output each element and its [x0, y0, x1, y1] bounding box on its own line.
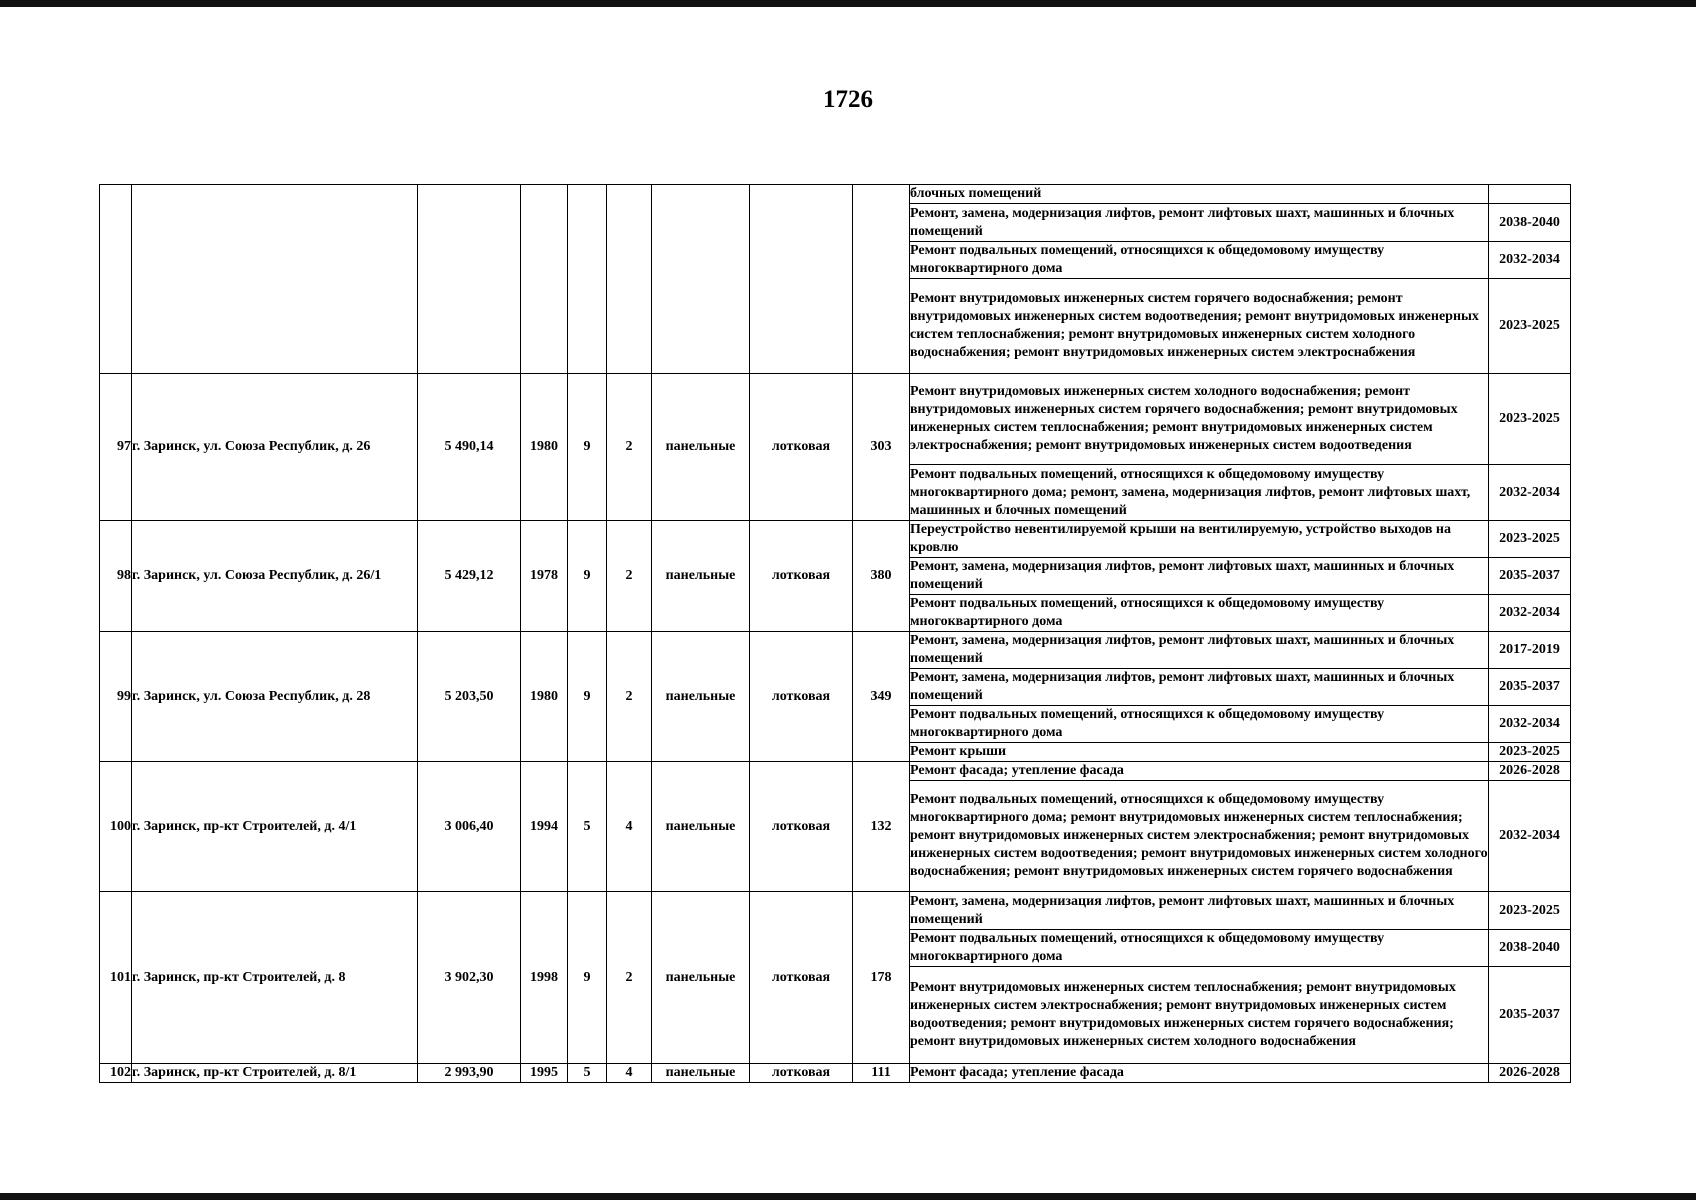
- period-cell: [1489, 185, 1571, 204]
- period-cell: 2032-2034: [1489, 595, 1571, 632]
- work-description-cell: блочных помещений: [910, 185, 1489, 204]
- area-cell: 5 203,50: [418, 632, 521, 762]
- table-row: [100, 892, 1571, 930]
- row-number: 98: [100, 521, 132, 632]
- year-cell: 1998: [521, 892, 568, 1064]
- roof-type-cell: лотковая: [750, 521, 853, 632]
- period-cell: 2032-2034: [1489, 706, 1571, 743]
- row-number: 97: [100, 374, 132, 521]
- roof-type-cell: лотковая: [750, 374, 853, 521]
- residents-cell: [853, 185, 910, 374]
- year-cell: 1980: [521, 632, 568, 762]
- scan-bottom-edge: [0, 1193, 1696, 1200]
- wall-material-cell: панельные: [652, 762, 750, 892]
- year-cell: 1994: [521, 762, 568, 892]
- work-description-cell: Ремонт фасада; утепление фасада: [910, 762, 1489, 781]
- period-cell: 2038-2040: [1489, 930, 1571, 967]
- period-cell: 2023-2025: [1489, 521, 1571, 558]
- roof-type-cell: лотковая: [750, 1064, 853, 1083]
- area-cell: [418, 185, 521, 374]
- work-description-cell: Ремонт внутридомовых инженерных систем холодного водоснабжения; ремонт внутридомовых инженерных систем горячего водоснабжения; ремонт внутридомовых инженерных систем теплоснабжения; ремонт внутридомовых инженерных систем электроснабжения; ремонт внутридомовых инженерных систем водоотведения: [910, 374, 1489, 465]
- table-row: [100, 185, 1571, 204]
- work-description-cell: Ремонт подвальных помещений, относящихся к общедомовому имуществу многоквартирного дома: [910, 595, 1489, 632]
- area-cell: 5 490,14: [418, 374, 521, 521]
- address-cell: г. Заринск, пр-кт Строителей, д. 8: [132, 892, 418, 1064]
- floors-cell: 9: [568, 632, 607, 762]
- roof-type-cell: лотковая: [750, 762, 853, 892]
- address-cell: г. Заринск, ул. Союза Республик, д. 26/1: [132, 521, 418, 632]
- roof-type-cell: лотковая: [750, 632, 853, 762]
- year-cell: [521, 185, 568, 374]
- period-cell: 2035-2037: [1489, 669, 1571, 706]
- residents-cell: 349: [853, 632, 910, 762]
- row-number: 100: [100, 762, 132, 892]
- floors-cell: 9: [568, 374, 607, 521]
- entrances-cell: [607, 185, 652, 374]
- floors-cell: 5: [568, 762, 607, 892]
- floors-cell: 9: [568, 892, 607, 1064]
- table-row: [100, 374, 1571, 465]
- residents-cell: 111: [853, 1064, 910, 1083]
- address-cell: г. Заринск, пр-кт Строителей, д. 4/1: [132, 762, 418, 892]
- work-description-cell: Ремонт крыши: [910, 743, 1489, 762]
- roof-type-cell: лотковая: [750, 892, 853, 1064]
- work-description-cell: Ремонт фасада; утепление фасада: [910, 1064, 1489, 1083]
- floors-cell: 5: [568, 1064, 607, 1083]
- row-number: 102: [100, 1064, 132, 1083]
- scan-top-edge: [0, 0, 1696, 7]
- period-cell: 2035-2037: [1489, 967, 1571, 1064]
- housing-repair-table: [99, 184, 1571, 1083]
- wall-material-cell: [652, 185, 750, 374]
- table-row: [100, 1064, 1571, 1083]
- entrances-cell: 2: [607, 521, 652, 632]
- period-cell: 2023-2025: [1489, 743, 1571, 762]
- entrances-cell: 4: [607, 1064, 652, 1083]
- row-number: 99: [100, 632, 132, 762]
- area-cell: 3 902,30: [418, 892, 521, 1064]
- period-cell: 2038-2040: [1489, 204, 1571, 242]
- period-cell: 2035-2037: [1489, 558, 1571, 595]
- row-number: [100, 185, 132, 374]
- work-description-cell: Ремонт внутридомовых инженерных систем теплоснабжения; ремонт внутридомовых инженерных систем электроснабжения; ремонт внутридомовых инженерных систем водоотведения; ремонт внутридомовых инженерных систем горячего водоснабжения; ремонт внутридомовых инженерных систем холодного водоснабжения: [910, 967, 1489, 1064]
- work-description-cell: Ремонт подвальных помещений, относящихся к общедомовому имуществу многоквартирного дома; ремонт, замена, модернизация лифтов, ремонт лифтовых шахт, машинных и блочных помещений: [910, 465, 1489, 521]
- wall-material-cell: панельные: [652, 374, 750, 521]
- work-description-cell: Ремонт, замена, модернизация лифтов, ремонт лифтовых шахт, машинных и блочных помещений: [910, 892, 1489, 930]
- work-description-cell: Ремонт внутридомовых инженерных систем горячего водоснабжения; ремонт внутридомовых инженерных систем водоотведения; ремонт внутридомовых инженерных систем теплоснабжения; ремонт внутридомовых инженерных систем холодного водоснабжения; ремонт внутридомовых инженерных систем электроснабжения: [910, 279, 1489, 374]
- residents-cell: 380: [853, 521, 910, 632]
- work-description-cell: Ремонт подвальных помещений, относящихся к общедомовому имуществу многоквартирного дома: [910, 242, 1489, 279]
- address-cell: г. Заринск, пр-кт Строителей, д. 8/1: [132, 1064, 418, 1083]
- work-description-cell: Ремонт подвальных помещений, относящихся к общедомовому имуществу многоквартирного дома: [910, 706, 1489, 743]
- entrances-cell: 2: [607, 632, 652, 762]
- period-cell: 2023-2025: [1489, 374, 1571, 465]
- row-number: 101: [100, 892, 132, 1064]
- year-cell: 1995: [521, 1064, 568, 1083]
- table-row: [100, 521, 1571, 558]
- entrances-cell: 2: [607, 374, 652, 521]
- period-cell: 2026-2028: [1489, 762, 1571, 781]
- work-description-cell: Ремонт, замена, модернизация лифтов, ремонт лифтовых шахт, машинных и блочных помещений: [910, 558, 1489, 595]
- work-description-cell: Ремонт подвальных помещений, относящихся к общедомовому имуществу многоквартирного дома: [910, 930, 1489, 967]
- area-cell: 5 429,12: [418, 521, 521, 632]
- residents-cell: 303: [853, 374, 910, 521]
- address-cell: [132, 185, 418, 374]
- period-cell: 2023-2025: [1489, 279, 1571, 374]
- area-cell: 2 993,90: [418, 1064, 521, 1083]
- entrances-cell: 2: [607, 892, 652, 1064]
- wall-material-cell: панельные: [652, 892, 750, 1064]
- period-cell: 2026-2028: [1489, 1064, 1571, 1083]
- wall-material-cell: панельные: [652, 1064, 750, 1083]
- area-cell: 3 006,40: [418, 762, 521, 892]
- work-description-cell: Переустройство невентилируемой крыши на вентилируемую, устройство выходов на кровлю: [910, 521, 1489, 558]
- work-description-cell: Ремонт, замена, модернизация лифтов, ремонт лифтовых шахт, машинных и блочных помещений: [910, 204, 1489, 242]
- work-description-cell: Ремонт, замена, модернизация лифтов, ремонт лифтовых шахт, машинных и блочных помещений: [910, 632, 1489, 669]
- wall-material-cell: панельные: [652, 632, 750, 762]
- table-body: [100, 185, 1571, 1083]
- residents-cell: 178: [853, 892, 910, 1064]
- period-cell: 2023-2025: [1489, 892, 1571, 930]
- address-cell: г. Заринск, ул. Союза Республик, д. 28: [132, 632, 418, 762]
- table-row: [100, 632, 1571, 669]
- period-cell: 2032-2034: [1489, 781, 1571, 892]
- year-cell: 1980: [521, 374, 568, 521]
- year-cell: 1978: [521, 521, 568, 632]
- roof-type-cell: [750, 185, 853, 374]
- address-cell: г. Заринск, ул. Союза Республик, д. 26: [132, 374, 418, 521]
- work-description-cell: Ремонт подвальных помещений, относящихся к общедомовому имуществу многоквартирного дома; ремонт внутридомовых инженерных систем теплоснабжения; ремонт внутридомовых инженерных систем электроснабжения; ремонт внутридомовых инженерных систем водоотведения; ремонт внутридомовых инженерных систем холодного водоснабжения; ремонт внутридомовых инженерных систем горячего водоснабжения: [910, 781, 1489, 892]
- work-description-cell: Ремонт, замена, модернизация лифтов, ремонт лифтовых шахт, машинных и блочных помещений: [910, 669, 1489, 706]
- floors-cell: 9: [568, 521, 607, 632]
- residents-cell: 132: [853, 762, 910, 892]
- entrances-cell: 4: [607, 762, 652, 892]
- table-row: [100, 762, 1571, 781]
- floors-cell: [568, 185, 607, 374]
- wall-material-cell: панельные: [652, 521, 750, 632]
- period-cell: 2032-2034: [1489, 465, 1571, 521]
- page-number: 1726: [823, 86, 873, 113]
- period-cell: 2017-2019: [1489, 632, 1571, 669]
- period-cell: 2032-2034: [1489, 242, 1571, 279]
